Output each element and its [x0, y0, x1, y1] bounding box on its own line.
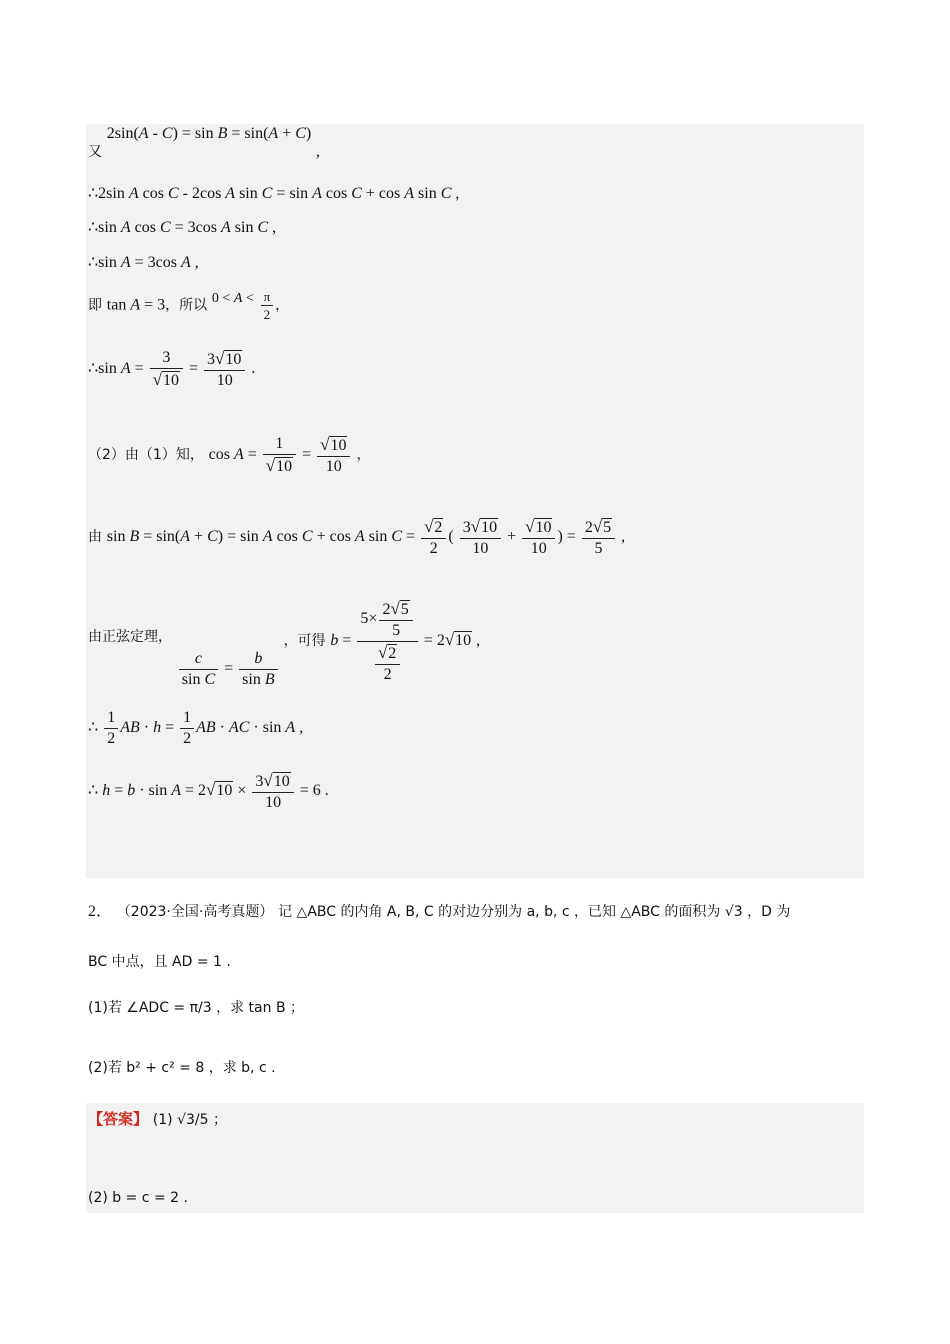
question-stem-1: 记 △ABC 的内角 A, B, C 的对边分别为 a, b, c ，已知 △ABC 的面积为 √3 ，D 为 [278, 904, 791, 920]
solution-block [86, 124, 864, 878]
solution-line-9: 由正弦定理， $\frac{c}{\text{sin C}}$ = $\frac{b}{\text{sin B}}$ ，可得 b = 5× $\frac{2√5}{5}$ $\frac{√2}{2}$ = 2√10 , [88, 599, 481, 688]
question-number: 2． [88, 903, 113, 920]
solution-line-2: ∴2sin A cos C - 2cos A sin C = sin A cos C + cos A sin C , [88, 185, 460, 202]
solution-line-11: ∴ h = b · sin A = 2√10 × $\frac{3√10}{10}$ = 6 . [88, 771, 329, 811]
answer-part1: (1) √3/5 ； [152, 1112, 227, 1128]
solution-line-8: 由 sin B = sin(A + C) = sin A cos C + cos A sin C = $\frac{√2}{2}$ ( $\frac{3√10}{10}$ + $\frac{√10}{10}$ ) = $\frac{2√5}{5}$ , [88, 517, 626, 557]
solution-line-10: ∴ $\frac{1}{2}$ AB · h = $\frac{1}{2}$ AB · AC · sin A , [88, 709, 304, 747]
question-line-1 [88, 904, 864, 920]
question-part1: (1)若 ∠ADC = π/3 ，求 tan B ； [88, 1000, 304, 1016]
answer-label: 【答案】 [88, 1110, 149, 1128]
question-line-2 [88, 954, 231, 969]
prefix-you: 又 [88, 144, 102, 160]
question-part-2 [88, 1060, 276, 1075]
answer-line-2 [88, 1190, 188, 1205]
solution-line-6: ∴sin A = $\frac{3}{√10}$ = $\frac{3√10}{10}$ . [88, 349, 256, 389]
formula: 2sin(A - C) = sin B = sin(A + C) [106, 125, 312, 142]
answer-line-1 [88, 1112, 227, 1127]
solution-line-4: ∴sin A = 3cos A , [88, 254, 199, 271]
solution-line-5: 即 tan A = 3，所以 0 < A < $\frac{\pi}{2}$ ， [88, 289, 290, 322]
question-part-1 [88, 1000, 304, 1015]
solution-line-7: （2）由（1）知， cos A = $\frac{1}{√10}$ = $\frac{√10}{10}$ ， [88, 435, 371, 475]
question-stem-2: BC 中点，且 AD = 1 . [88, 954, 231, 970]
question-source: （2023·全国·高考真题） [116, 904, 274, 920]
question-part2: (2)若 b² + c² = 8 ，求 b, c . [88, 1060, 276, 1076]
answer-part2: (2) b = c = 2 . [88, 1190, 188, 1206]
solution-line-1: 又 2sin(A - C) = sin B = sin(A + C) , [88, 125, 320, 160]
solution-line-3: ∴sin A cos C = 3cos A sin C , [88, 219, 277, 236]
